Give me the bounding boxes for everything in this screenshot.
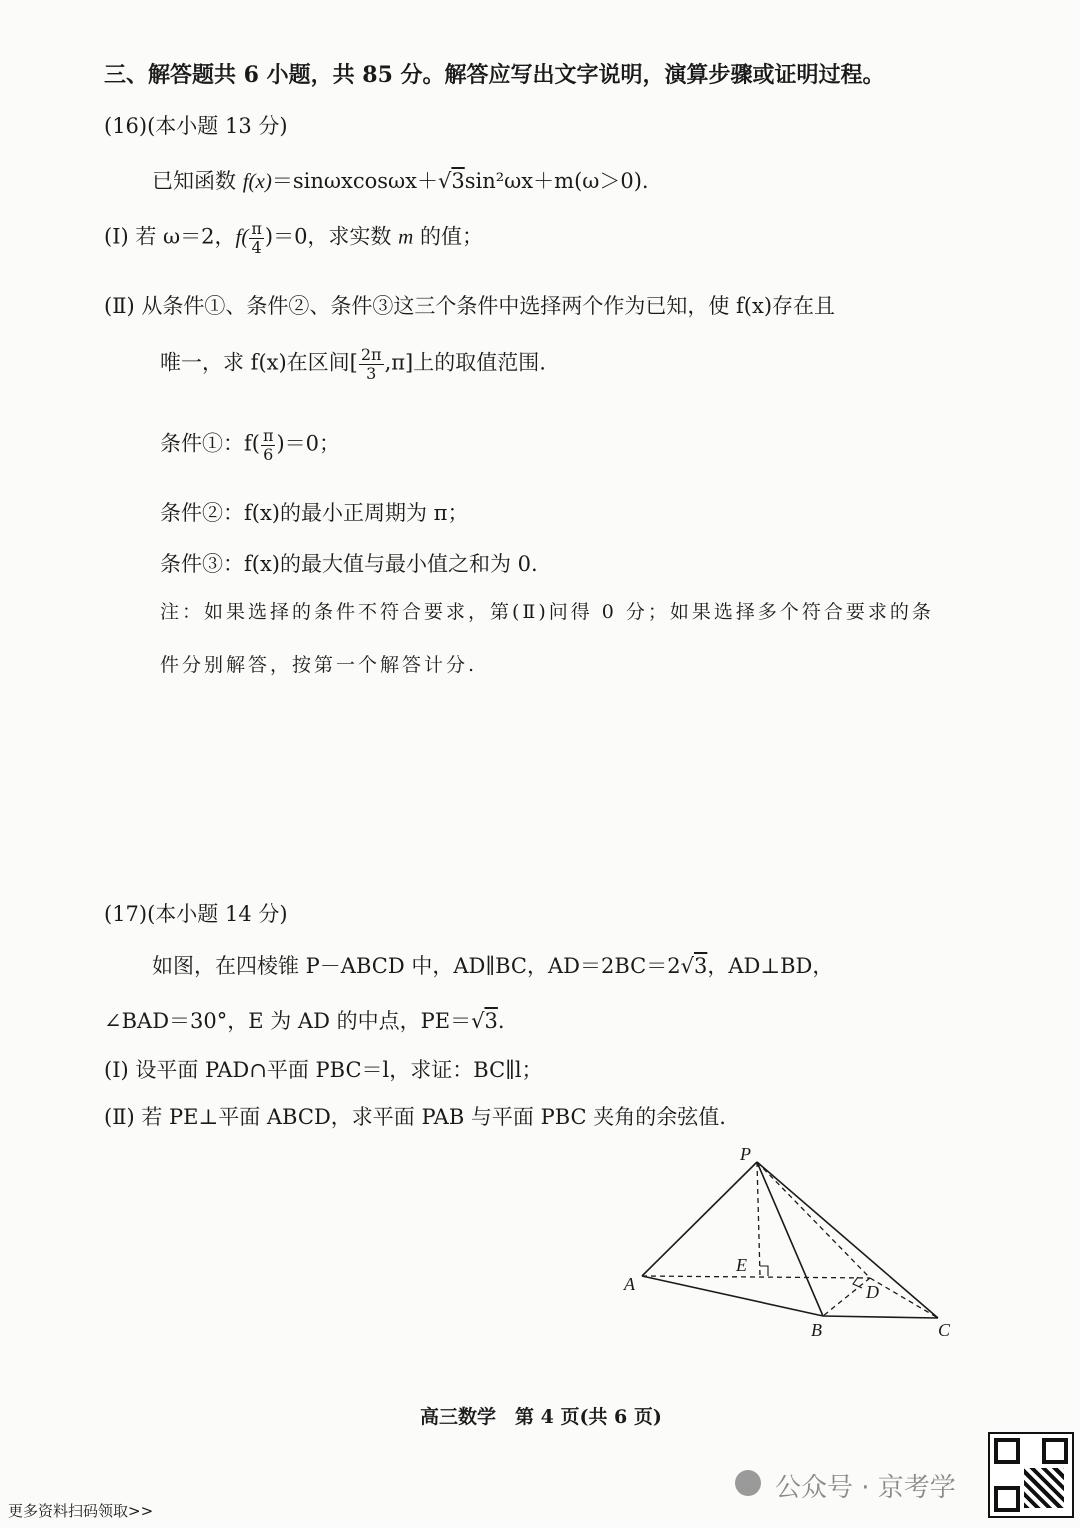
q16-stem-pre: 已知函数 — [152, 169, 243, 193]
scan-link[interactable]: 更多资料扫码领取>> — [8, 1502, 154, 1520]
q17-part2: (Ⅱ) 若 PE⊥平面 ABCD，求平面 PAB 与平面 PBC 夹角的余弦值. — [104, 1105, 726, 1129]
watermark: 公众号 · 京考学 — [775, 1473, 956, 1503]
qr-finder — [1042, 1438, 1068, 1464]
cond1-pre: 条件①：f( — [160, 431, 260, 456]
q16-part1-f: f( — [235, 224, 249, 249]
q16-part2-pre: 唯一，求 f(x)在区间[ — [160, 350, 358, 375]
edge-PC — [757, 1162, 938, 1318]
sqrt-sign: √ — [680, 954, 694, 978]
vertex-label-B: B — [811, 1320, 822, 1340]
wechat-icon — [735, 1470, 761, 1496]
fraction — [261, 427, 276, 463]
cond1-post: )＝0； — [276, 431, 341, 456]
edge-BC — [823, 1316, 938, 1318]
q16-note-line2: 件分别解答，按第一个解答计分. — [160, 654, 478, 676]
q17-stem1-pre: 如图，在四棱锥 P－ABCD 中，AD∥BC，AD＝2BC＝2 — [152, 954, 681, 978]
q16-stem-eq: ＝sinωxcosωx＋ — [271, 169, 438, 193]
q17-stem1-sqrt: 3 — [693, 954, 708, 978]
qr-finder — [994, 1438, 1020, 1464]
fraction-denominator: 4 — [251, 237, 262, 257]
qr-finder — [994, 1486, 1020, 1512]
q16-condition-1 — [160, 427, 340, 463]
q16-part1-post: )＝0，求实数 — [264, 224, 399, 249]
vertex-label-E: E — [736, 1255, 747, 1275]
fraction-numerator: 2π — [360, 345, 382, 364]
q16-stem-fx: f(x) — [242, 169, 272, 193]
q16-part1-var: m — [398, 224, 414, 249]
fraction-numerator: π — [262, 426, 274, 445]
page-footer: 高三数学 第 4 页(共 6 页) — [420, 1406, 662, 1428]
sqrt-sign: √ — [471, 1009, 485, 1033]
q16-part1 — [104, 220, 483, 256]
edge-PD-hidden — [757, 1162, 870, 1278]
q16-part2-line2 — [160, 346, 546, 382]
right-angle-E — [760, 1266, 768, 1276]
fraction — [249, 220, 264, 256]
q17-stem2-sqrt: 3 — [484, 1009, 498, 1033]
sqrt-sign: √ — [437, 169, 452, 193]
q17-stem2-pre: ∠BAD＝30°，E 为 AD 的中点，PE＝ — [104, 1009, 472, 1033]
fraction-denominator: 3 — [366, 363, 377, 383]
q16-condition-3: 条件③：f(x)的最大值与最小值之和为 0. — [160, 552, 538, 576]
q16-part1-label: (Ⅰ) 若 ω＝2， — [104, 224, 236, 249]
q16-part1-end: 的值； — [413, 224, 483, 249]
q16-note-line1: 注：如果选择的条件不符合要求，第(Ⅱ)问得 0 分；如果选择多个符合要求的条 — [160, 601, 934, 623]
qr-pattern — [1024, 1468, 1064, 1508]
vertex-label-D: D — [866, 1282, 879, 1302]
edge-PB — [757, 1162, 823, 1316]
fraction-denominator: 6 — [263, 444, 274, 464]
edge-PE-hidden — [757, 1162, 760, 1276]
edge-DC-hidden — [870, 1278, 938, 1318]
qr-code[interactable] — [988, 1432, 1074, 1518]
q16-part2-line1: (Ⅱ) 从条件①、条件②、条件③这三个条件中选择两个作为已知，使 f(x)存在且 — [104, 294, 836, 318]
fraction-numerator: π — [251, 219, 262, 238]
q17-stem-line1 — [152, 950, 833, 980]
q17-header: (17)(本小题 14 分) — [104, 902, 288, 926]
q16-stem-sqrt: 3 — [451, 169, 465, 193]
vertex-label-P: P — [740, 1144, 751, 1164]
pyramid-figure — [600, 1140, 980, 1350]
q16-stem-post: sin²ωx＋m(ω＞0). — [464, 169, 649, 193]
q16-condition-2: 条件②：f(x)的最小正周期为 π； — [160, 501, 469, 525]
vertex-label-A: A — [624, 1274, 635, 1294]
vertex-label-C: C — [938, 1320, 951, 1340]
fraction — [359, 346, 384, 382]
q17-stem1-post: ，AD⊥BD， — [707, 954, 834, 978]
q17-stem-line2 — [104, 1005, 505, 1035]
q16-stem — [152, 165, 649, 195]
q17-stem2-post: . — [497, 1009, 505, 1033]
edge-AB — [642, 1276, 823, 1316]
section-heading: 三、解答题共 6 小题，共 85 分。解答应写出文字说明，演算步骤或证明过程。 — [104, 62, 885, 88]
edge-AD-hidden — [642, 1276, 870, 1278]
q17-part1: (Ⅰ) 设平面 PAD∩平面 PBC＝l，求证：BC∥l； — [104, 1058, 543, 1082]
q16-part2-post: ,π]上的取值范围. — [384, 350, 546, 375]
edge-BD-hidden — [823, 1278, 870, 1316]
q16-header: (16)(本小题 13 分) — [104, 114, 288, 138]
